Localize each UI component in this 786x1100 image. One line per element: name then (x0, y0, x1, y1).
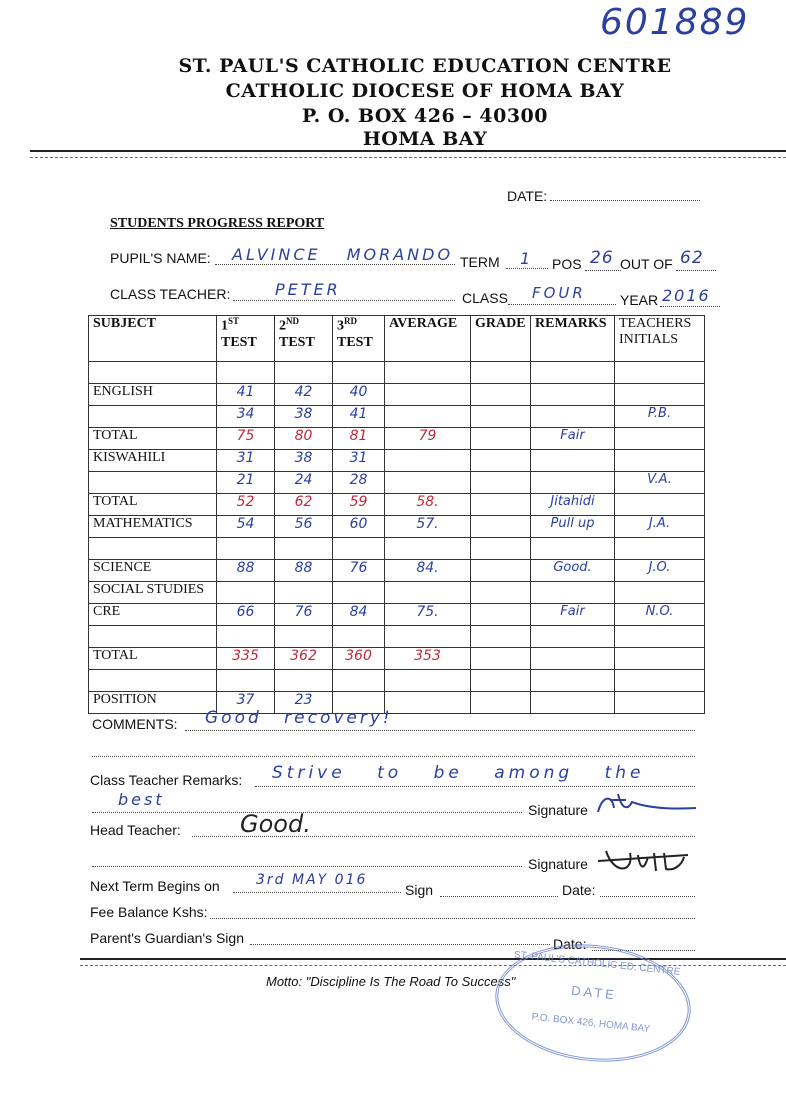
cell-test-3: 360 (333, 648, 385, 670)
fee-balance-line (210, 918, 695, 919)
header-average: AVERAGE (385, 316, 471, 362)
table-row (89, 362, 705, 384)
cell-initials (615, 626, 705, 648)
cell-remarks (531, 384, 615, 406)
cell-average (385, 626, 471, 648)
table-row (89, 670, 705, 692)
year-line (660, 306, 720, 307)
cell-remarks: Good. (531, 560, 615, 582)
cell-test-3 (333, 362, 385, 384)
cell-subject (89, 362, 217, 384)
class-teacher-value: PETER (275, 280, 341, 299)
cell-subject (89, 626, 217, 648)
cell-average (385, 538, 471, 560)
class-line (508, 304, 616, 305)
header-initials: TEACHERS INITIALS (615, 316, 705, 362)
table-row (89, 406, 705, 428)
cell-test-1: 75 (217, 428, 275, 450)
cell-remarks (531, 626, 615, 648)
cell-test-1 (217, 670, 275, 692)
cell-test-3 (333, 626, 385, 648)
cell-test-1: 54 (217, 516, 275, 538)
cell-test-2 (275, 538, 333, 560)
out-of-label: OUT OF (620, 256, 673, 272)
cell-subject: CRE (89, 604, 217, 626)
cell-test-2: 42 (275, 384, 333, 406)
header-remarks: REMARKS (531, 316, 615, 362)
table-row (89, 516, 705, 538)
pupil-name-value: ALVINCE MORANDO (232, 245, 454, 264)
comments-line-2 (92, 756, 695, 757)
cell-test-2 (275, 362, 333, 384)
cell-average (385, 450, 471, 472)
cell-average (385, 362, 471, 384)
cell-grade (471, 428, 531, 450)
cell-average (385, 670, 471, 692)
cell-test-1: 21 (217, 472, 275, 494)
table-header-row (89, 316, 705, 362)
cell-average (385, 406, 471, 428)
cell-average: 353 (385, 648, 471, 670)
date-line (550, 200, 700, 201)
next-term-value: 3rd MAY 016 (256, 872, 368, 888)
cell-test-3: 41 (333, 406, 385, 428)
next-term-label: Next Term Begins on (90, 878, 220, 894)
cell-test-3 (333, 670, 385, 692)
cell-remarks (531, 538, 615, 560)
class-teacher-label: CLASS TEACHER: (110, 286, 231, 302)
cell-test-1: 41 (217, 384, 275, 406)
cell-subject (89, 406, 217, 428)
cell-average (385, 472, 471, 494)
cell-initials: N.O. (615, 604, 705, 626)
cell-average (385, 692, 471, 714)
cell-initials (615, 692, 705, 714)
header-test-2: 2ND TEST (275, 316, 333, 362)
cell-remarks (531, 450, 615, 472)
guardian-sign-label: Parent's Guardian's Sign (90, 930, 244, 946)
comments-label: COMMENTS: (92, 716, 178, 732)
cell-test-2: 56 (275, 516, 333, 538)
cell-remarks (531, 406, 615, 428)
cell-subject (89, 538, 217, 560)
cell-subject (89, 472, 217, 494)
cell-grade (471, 516, 531, 538)
cell-test-3: 81 (333, 428, 385, 450)
header-grade: GRADE (471, 316, 531, 362)
cell-initials (615, 648, 705, 670)
footer-divider (80, 958, 786, 966)
motto: Motto: "Discipline Is The Road To Success" (266, 974, 516, 989)
cell-test-2: 24 (275, 472, 333, 494)
next-term-date-label: Date: (562, 882, 596, 898)
cell-test-1: 52 (217, 494, 275, 516)
term-label: TERM (460, 254, 500, 270)
cell-grade (471, 626, 531, 648)
cell-grade (471, 494, 531, 516)
fee-balance-label: Fee Balance Kshs: (90, 904, 208, 920)
out-of-line (676, 270, 716, 271)
cell-average: 84. (385, 560, 471, 582)
cell-initials (615, 582, 705, 604)
cell-test-1 (217, 538, 275, 560)
class-teacher-remarks-value: Strive to be among the (272, 763, 645, 783)
header-test-3: 3RD TEST (333, 316, 385, 362)
cell-test-3: 59 (333, 494, 385, 516)
cell-subject: POSITION (89, 692, 217, 714)
class-teacher-signature-label: Signature (528, 802, 588, 818)
cell-average: 75. (385, 604, 471, 626)
cell-remarks: Fair (531, 604, 615, 626)
cell-test-3: 60 (333, 516, 385, 538)
cell-subject: SOCIAL STUDIES (89, 582, 217, 604)
cell-grade (471, 472, 531, 494)
cell-initials (615, 362, 705, 384)
cell-test-3 (333, 538, 385, 560)
cell-grade (471, 670, 531, 692)
guardian-sign-line (250, 944, 550, 945)
header-divider (30, 150, 786, 158)
head-teacher-label: Head Teacher: (90, 822, 181, 838)
class-label: CLASS (462, 290, 508, 306)
next-term-sign-line (440, 896, 558, 897)
cell-subject (89, 670, 217, 692)
cell-remarks (531, 670, 615, 692)
header-subject: SUBJECT (89, 316, 217, 362)
cell-subject: KISWAHILI (89, 450, 217, 472)
table-row (89, 560, 705, 582)
table-row (89, 692, 705, 714)
table-row (89, 626, 705, 648)
cell-average: 58. (385, 494, 471, 516)
class-teacher-remarks-line (255, 786, 695, 787)
next-term-sign-label: Sign (405, 882, 434, 898)
table-row (89, 450, 705, 472)
pos-line (585, 270, 621, 271)
cell-grade (471, 362, 531, 384)
pupil-name-line (215, 264, 455, 265)
cell-test-1: 88 (217, 560, 275, 582)
cell-test-2: 80 (275, 428, 333, 450)
cell-test-1: 31 (217, 450, 275, 472)
pos-value: 26 (590, 248, 614, 268)
class-teacher-remarks-value-2: best (118, 790, 165, 809)
diocese-name: CATHOLIC DIOCESE OF HOMA BAY (225, 80, 625, 102)
head-teacher-signature-label: Signature (528, 856, 588, 872)
cell-test-2: 38 (275, 450, 333, 472)
cell-initials (615, 670, 705, 692)
cell-test-3: 31 (333, 450, 385, 472)
cell-initials (615, 494, 705, 516)
term-line (506, 268, 548, 269)
head-teacher-signature (594, 845, 694, 879)
table-row (89, 428, 705, 450)
table-row (89, 384, 705, 406)
cell-remarks: Pull up (531, 516, 615, 538)
term-value: 1 (520, 249, 532, 268)
cell-grade (471, 692, 531, 714)
class-teacher-remarks-label: Class Teacher Remarks: (90, 772, 243, 788)
table-row (89, 538, 705, 560)
school-stamp (489, 935, 696, 1071)
cell-initials: P.B. (615, 406, 705, 428)
year-value: 2016 (662, 286, 711, 305)
head-teacher-line-2 (92, 866, 522, 867)
cell-grade (471, 384, 531, 406)
cell-test-2: 88 (275, 560, 333, 582)
town-name: HOMA BAY (362, 128, 488, 150)
cell-test-2: 76 (275, 604, 333, 626)
cell-grade (471, 582, 531, 604)
cell-grade (471, 538, 531, 560)
class-value: FOUR (532, 284, 586, 302)
cell-test-2 (275, 670, 333, 692)
cell-subject: TOTAL (89, 428, 217, 450)
comments-line-1 (185, 730, 695, 731)
cell-test-2 (275, 582, 333, 604)
cell-subject: TOTAL (89, 648, 217, 670)
cell-initials: J.O. (615, 560, 705, 582)
cell-test-3: 28 (333, 472, 385, 494)
table-row (89, 582, 705, 604)
next-term-date-line (600, 896, 695, 897)
cell-test-3: 40 (333, 384, 385, 406)
cell-test-1 (217, 626, 275, 648)
results-table (88, 315, 705, 714)
class-teacher-signature (592, 790, 702, 818)
cell-grade (471, 648, 531, 670)
cell-remarks (531, 582, 615, 604)
cell-test-2: 38 (275, 406, 333, 428)
table-row (89, 472, 705, 494)
cell-remarks (531, 692, 615, 714)
cell-test-3: 84 (333, 604, 385, 626)
cell-grade (471, 450, 531, 472)
cell-test-3 (333, 582, 385, 604)
postal-address: P. O. BOX 426 – 40300 (301, 105, 548, 127)
table-row (89, 494, 705, 516)
report-title: STUDENTS PROGRESS REPORT (110, 216, 325, 231)
cell-initials (615, 538, 705, 560)
date-label: DATE: (507, 188, 548, 204)
cell-average: 57. (385, 516, 471, 538)
cell-initials (615, 450, 705, 472)
comments-value: Good recovery! (205, 708, 393, 728)
cell-test-1 (217, 582, 275, 604)
cell-average: 79 (385, 428, 471, 450)
cell-test-1: 335 (217, 648, 275, 670)
cell-average (385, 384, 471, 406)
table-row (89, 604, 705, 626)
cell-test-2: 362 (275, 648, 333, 670)
cell-test-2 (275, 626, 333, 648)
cell-remarks (531, 362, 615, 384)
next-term-line (233, 892, 401, 893)
school-name: ST. PAUL'S CATHOLIC EDUCATION CENTRE (178, 55, 672, 77)
stamp-date-text: DATE (570, 982, 618, 1003)
class-teacher-line (233, 300, 455, 301)
cell-remarks: Fair (531, 428, 615, 450)
guardian-date-label: Date: (553, 936, 587, 952)
cell-subject: SCIENCE (89, 560, 217, 582)
cell-subject: MATHEMATICS (89, 516, 217, 538)
cell-test-3: 76 (333, 560, 385, 582)
cell-initials: V.A. (615, 472, 705, 494)
cell-initials (615, 384, 705, 406)
cell-remarks (531, 472, 615, 494)
table-row (89, 648, 705, 670)
pupil-name-label: PUPIL'S NAME: (110, 250, 211, 266)
table-body (89, 362, 705, 714)
cell-grade (471, 604, 531, 626)
header-test-1: 1ST TEST (217, 316, 275, 362)
cell-average (385, 582, 471, 604)
cell-grade (471, 406, 531, 428)
cell-initials (615, 428, 705, 450)
cell-test-1: 37 (217, 692, 275, 714)
cell-grade (471, 560, 531, 582)
stamp-bottom-text: P.O. BOX 426, HOMA BAY (531, 1011, 651, 1036)
cell-remarks (531, 648, 615, 670)
year-label: YEAR (620, 292, 659, 308)
cell-initials: J.A. (615, 516, 705, 538)
cell-remarks: Jitahidi (531, 494, 615, 516)
head-teacher-value: Good. (240, 810, 311, 838)
stamp-top-text: ST. PAUL'S CATHOLIC ED. CENTRE (513, 949, 681, 978)
cell-test-2: 23 (275, 692, 333, 714)
out-of-value: 62 (680, 248, 704, 268)
cell-test-1 (217, 362, 275, 384)
cell-test-2: 62 (275, 494, 333, 516)
pos-label: POS (552, 256, 582, 272)
cell-subject: ENGLISH (89, 384, 217, 406)
reference-number: 601889 (600, 2, 750, 43)
cell-subject: TOTAL (89, 494, 217, 516)
cell-test-1: 34 (217, 406, 275, 428)
cell-test-1: 66 (217, 604, 275, 626)
